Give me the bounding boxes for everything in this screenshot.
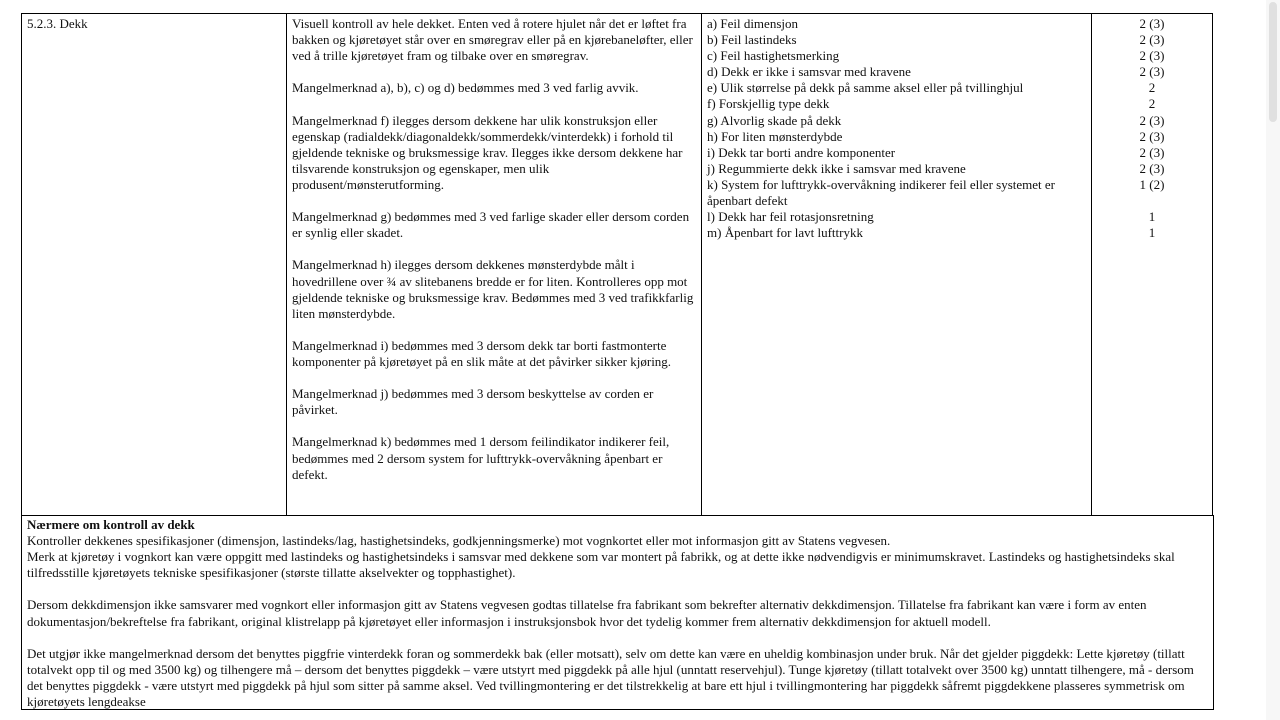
inspection-table [21,13,1213,515]
defect-item: l) Dekk har feil rotasjonsretning [707,209,874,225]
description-paragraph: Mangelmerknad j) bedømmes med 3 dersom beskyttelse av corden er påvirket. [292,386,654,418]
defect-rating: 2 [1148,80,1156,96]
defect-rating: 2 (3) [1139,48,1165,64]
vertical-scrollbar[interactable] [1266,0,1280,720]
notes-box [21,515,1214,710]
description-paragraph: Mangelmerknad k) bedømmes med 1 dersom feilindikator indikerer feil, bedømmes med 2 dersom system for lufttrykk-overvåkning åpenbart er defekt. [292,434,670,482]
notes-paragraph: Dersom dekkdimensjon ikke samsvarer med vognkort eller informasjon gitt av Statens vegvesen godtas tillatelse fra fabrikant som bekrefter alternativ dekkdimensjon. Tillatelse fra fabrikant kan være i form av enten dokumentasjon/bekreftelse fra fabrikant, original klistrelapp på kjøretøyet eller informasjon i instruksjonsbok hvor det tydelig kommer frem alternativ dekkdimensjon for aktuell modell. [27,597,1147,629]
defect-rating: 2 (3) [1139,144,1165,160]
defect-item: j) Regummierte dekk ikke i samsvar med kravene [707,160,966,176]
description-paragraph: Visuell kontroll av hele dekket. Enten ved å rotere hjulet når det er løftet fra bakken og kjøretøyet står over en smøregrav eller på en kjørebaneløfter, eller ved å trille kjøretøyet fram og tilbake over en smøregrav. [292,16,693,64]
defect-item: d) Dekk er ikke i samsvar med kravene [707,64,911,80]
notes-paragraph: Merk at kjøretøy i vognkort kan være oppgitt med lastindeks og hastighetsindeks i samsvar med dekkene som var montert på fabrikk, og at dette ikke nødvendigvis er minimumskravet. Lastindeks og hastighetsindeks skal tilfredsstille kjøretøyets tekniske spesifikasjoner (største tillatte akselvekter og topphastighet). [27,549,1175,581]
defect-rating: 2 [1148,96,1156,112]
defect-rating: 1 (2) [1139,176,1165,192]
defect-rating: 2 (3) [1139,128,1165,144]
defect-item: e) Ulik størrelse på dekk på samme aksel eller på tvillinghjul [707,80,1024,96]
defect-item: b) Feil lastindeks [707,32,797,48]
defect-rating: 2 (3) [1139,160,1165,176]
defects-cell [701,14,1091,515]
defect-rating: 2 (3) [1139,112,1165,128]
defect-item: m) Åpenbart for lavt lufttrykk [707,225,863,241]
defect-rating: 2 (3) [1139,32,1165,48]
defect-rating: 1 [1148,209,1156,225]
description-paragraph: Mangelmerknad g) bedømmes med 3 ved farlige skader eller dersom corden er synlig eller skadet. [292,209,690,241]
defect-rating: 2 (3) [1139,16,1165,31]
notes-heading: Nærmere om kontroll av dekk [27,517,195,532]
defect-item: a) Feil dimensjon [707,16,798,31]
paragraph-spacer [27,630,1208,646]
description-paragraph: Mangelmerknad h) ilegges dersom dekkenes mønsterdybde målt i hovedrillene over ¾ av slitebanens bredde er for liten. Kontrolleres opp mot gjeldende tekniske og bruksmessige krav. Bedømmes med 3 ved trafikkfarlig liten mønsterdybde. [292,257,694,321]
defect-item: c) Feil hastighetsmerking [707,48,840,64]
notes-paragraph: Kontroller dekkenes spesifikasjoner (dimensjon, lastindeks/lag, hastighetsindeks, godkjenningsmerke) mot vognkortet eller mot informasjon gitt av Statens vegvesen. [27,533,891,549]
description-cell [286,14,701,515]
notes-paragraph: Det utgjør ikke mangelmerknad dersom det benyttes piggfrie vinterdekk foran og sommerdekk bak (eller motsatt), selv om dette kan være en uheldig kombinasjon under bruk. Når det gjelder piggdekk: Lette kjøretøy (tillatt totalvekt opp til og med 3500 kg) og tilhengere må – dersom det benyttes piggdekk – være utstyrt med piggdekk på alle hjul (unntatt reservehjul). Tunge kjøretøy (tillatt totalvekt over 3500 kg) unntatt tilhengere, må - dersom det benyttes piggdekk - være utstyrt med piggdekk på hjul som sitter på samme aksel. Ved tvillingmontering er det tilstrekkelig at bare ett hjul i tvillingmontering har piggdekk såfremt piggdekkene plasseres symmetrisk om kjøretøyets lengdeakse [27,645,1194,710]
defect-rating: 2 (3) [1139,64,1165,80]
defect-item: g) Alvorlig skade på dekk [707,112,842,128]
paragraph-spacer [27,581,1208,597]
defect-item: k) System for lufttrykk-overvåkning indikerer feil eller systemet er åpenbart defekt [707,176,1056,209]
defect-rating: 1 [1148,225,1156,241]
defect-item: i) Dekk tar borti andre komponenter [707,144,896,160]
section-title: 5.2.3. Dekk [27,16,88,31]
description-paragraph: Mangelmerknad f) ilegges dersom dekkene har ulik konstruksjon eller egenskap (radialdekk/diagonaldekk/sommerdekk/vinterdekk) i forhold til gjeldende tekniske og bruksmessige krav. Ilegges ikke dersom dekkene har tilsvarende konstruksjon og egenskaper, men ulik produsent/mønsterutforming. [292,112,683,192]
section-id-cell [22,14,286,515]
description-paragraph: Mangelmerknad i) bedømmes med 3 dersom dekk tar borti fastmonterte komponenter på kjøretøyet på en slik måte at det påvirker sikker kjøring. [292,337,672,369]
scrollbar-thumb[interactable] [1269,2,1277,122]
defect-item: f) Forskjellig type dekk [707,96,830,112]
ratings-cell [1091,14,1212,515]
defect-item: h) For liten mønsterdybde [707,128,843,144]
description-paragraph: Mangelmerknad a), b), c) og d) bedømmes med 3 ved farlig avvik. [292,80,639,96]
